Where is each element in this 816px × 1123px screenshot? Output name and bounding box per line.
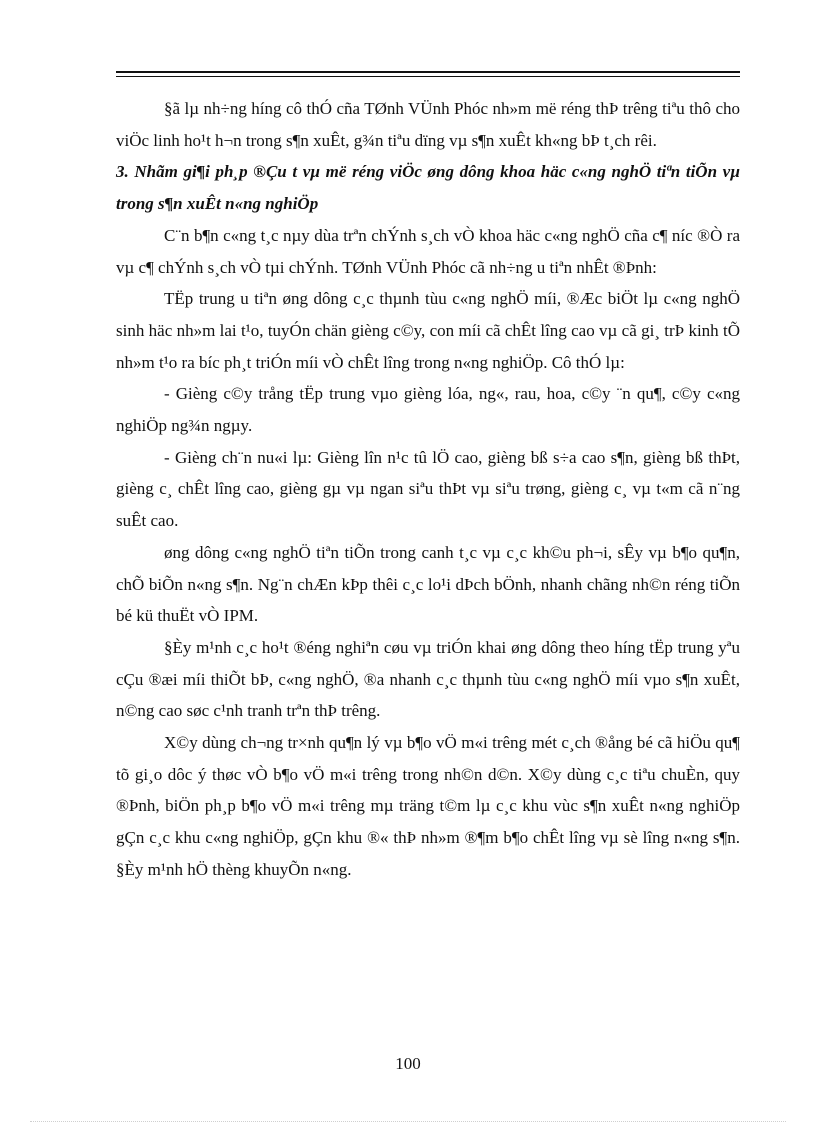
- paragraph-priority-tech: TËp trung u tiªn øng dông c¸c thµnh tùu c«ng nghÖ míi, ®Æc biÖt lµ c«ng nghÖ sinh häc nh»m lai t¹o, tuyÓn chän gièng c©y, con míi cã chÊt lîng cao vµ cã gi¸ trÞ kinh tÕ nh»m t¹o ra bíc ph¸t triÓn míi vÒ chÊt lîng trong n«ng nghiÖp. Cô thÓ lµ:: [116, 289, 740, 372]
- section-heading: 3. Nhãm gi¶i ph¸p ®Çu t vµ më réng viÖc øng dông khoa häc c«ng nghÖ tiªn tiÕn vµ trong s¶n xuÊt n«ng nghiÖp: [116, 162, 740, 214]
- list-item-livestock: - Gièng ch¨n nu«i lµ: Gièng lîn n¹c tû lÖ cao, gièng bß s÷a cao s¶n, gièng bß thÞt, gièng c¸ chÊt lîng cao, gièng gµ vµ ngan siªu thÞt vµ siªu trøng, gièng c¸ vµ t«m cã n¨ng suÊt cao.: [116, 447, 740, 531]
- paragraph-market-direction: §ã lµ nh÷ng híng cô thÓ cña TØnh VÜnh Phóc nh»m më réng thÞ trêng tiªu thô cho viÖc linh ho¹t h¬n trong s¶n xuÊt, g¾n tiªu dïng vµ s¶n xuÊt kh«ng bÞ t¸ch rêi.: [116, 99, 740, 150]
- header-rule-thin: [116, 76, 740, 77]
- list-item-crops: - Gièng c©y trång tËp trung vµo gièng lóa, ng«, rau, hoa, c©y ¨n qu¶, c©y c«ng nghiÖp ng¾n ngµy.: [116, 384, 740, 436]
- paragraph-research: §Èy m¹nh c¸c ho¹t ®éng nghiªn cøu vµ triÓn khai øng dông theo híng tËp trung yªu cÇu ®æi míi thiÕt bÞ, c«ng nghÖ, ®a nhanh c¸c thµnh tùu c«ng nghÖ míi vµo s¶n xuÊt, n©ng cao søc c¹nh tranh trªn thÞ trêng.: [116, 637, 740, 721]
- paragraph-policy-basis: C¨n b¶n c«ng t¸c nµy dùa trªn chÝnh s¸ch vÒ khoa häc c«ng nghÖ cña c¶ níc ®Ò ra vµ c¶ chÝnh s¸ch vÒ tµi chÝnh. TØnh VÜnh Phóc cã nh÷ng u tiªn nhÊt ®Þnh:: [116, 225, 740, 277]
- page-number: 100: [395, 1054, 421, 1073]
- document-body: [116, 93, 740, 886]
- paragraph-advanced-tech: øng dông c«ng nghÖ tiªn tiÕn trong canh t¸c vµ c¸c kh©u ph¬i, sÊy vµ b¶o qu¶n, chÕ biÕn n«ng s¶n. Ng¨n chÆn kÞp thêi c¸c lo¹i dÞch bÖnh, nhanh chãng nh©n réng tiÕn bé kü thuËt vÒ IPM.: [116, 542, 740, 626]
- header-rule-thick: [116, 71, 740, 73]
- paragraph-environment: X©y dùng ch¬ng tr×nh qu¶n lý vµ b¶o vÖ m«i trêng mét c¸ch ®ång bé cã hiÖu qu¶ tõ gi¸o dôc ý thøc vÒ b¶o vÖ m«i trêng trong nh©n d©n. X©y dùng c¸c tiªu chuÈn, quy ®Þnh, biÖn ph¸p b¶o vÖ m«i trêng mµ träng t©m lµ c¸c khu vùc s¶n xuÊt n«ng nghiÖp gÇn c¸c khu c«ng nghiÖp, gÇn khu ®« thÞ nh»m ®¶m b¶o chÊt lîng vµ sè lîng n«ng s¶n. §Èy m¹nh hÖ thèng khuyÕn n«ng.: [116, 733, 740, 879]
- page-bottom-border: [30, 1121, 786, 1122]
